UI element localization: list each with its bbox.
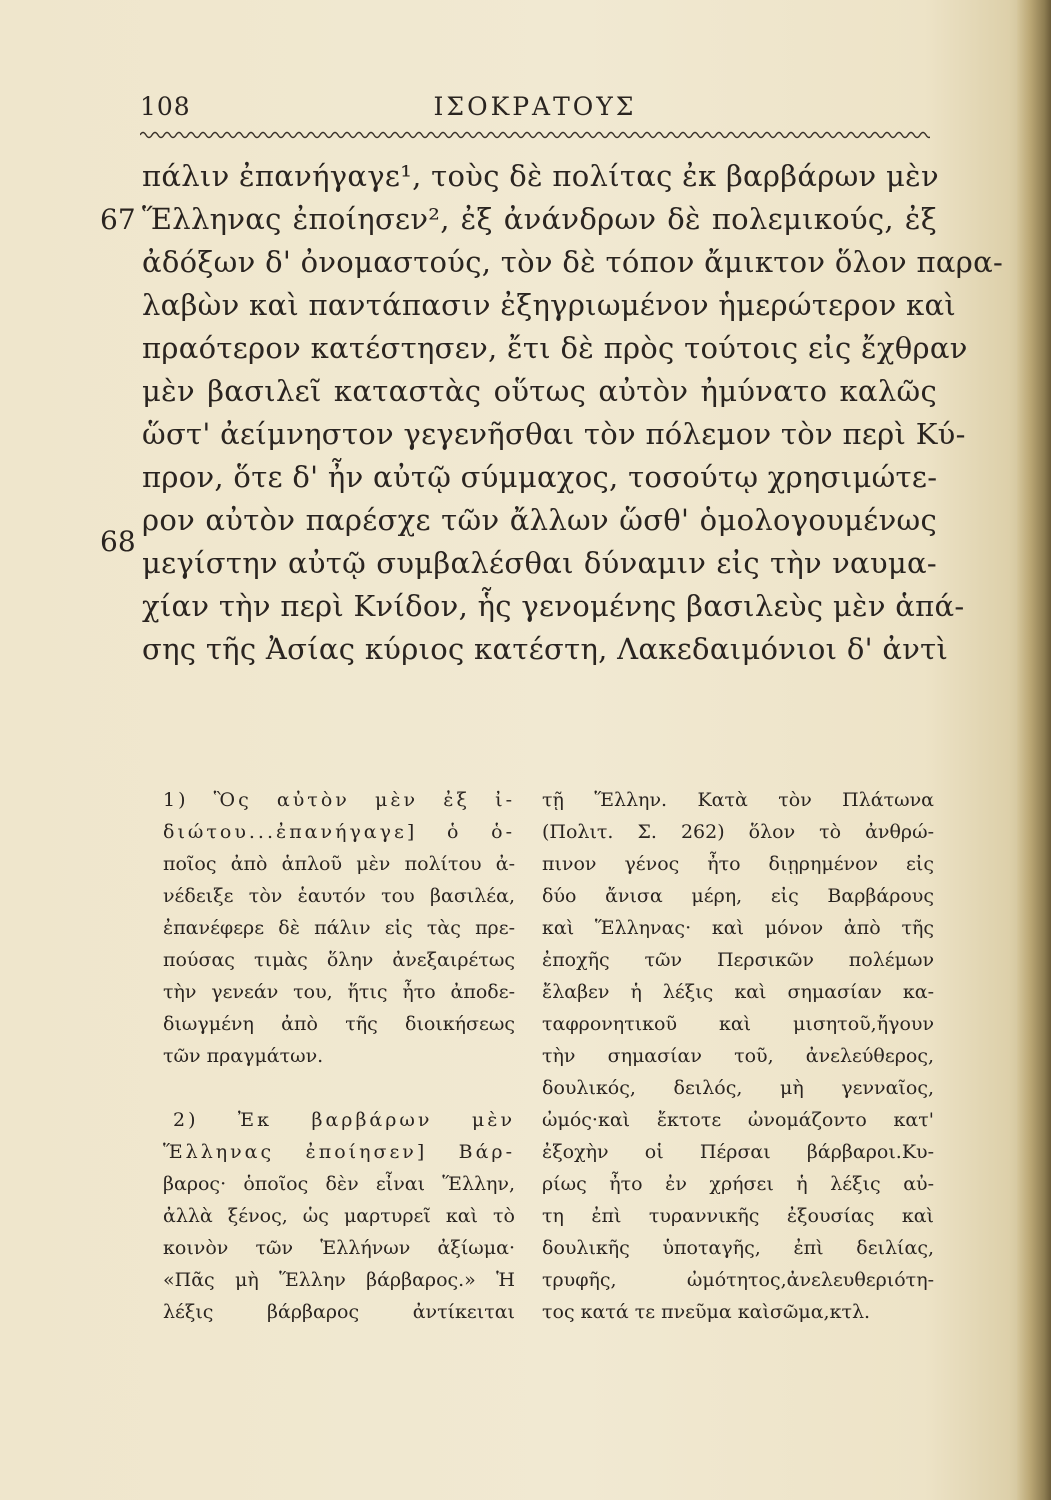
- footnote-line: ἔλαβεν ἡ λέξις καὶ σημασίαν κα-: [542, 981, 934, 1003]
- footnote-line: ἐξοχὴν οἱ Πέρσαι βάρβαροι.Κυ-: [542, 1141, 934, 1163]
- footnote-line: ταφρονητικοῦ καὶ μισητοῦ,ἤγουν: [542, 1013, 934, 1035]
- footnote-line: τῇ Ἕλλην. Κατὰ τὸν Πλάτωνα: [542, 789, 934, 811]
- footnote-line: νέδειξε τὸν ἑαυτόν του βασιλέα,: [163, 885, 515, 907]
- main-text-block: [142, 155, 1004, 671]
- footnote-line: «Πᾶς μὴ Ἕλλην βάρβαρος.» Ἡ: [163, 1269, 515, 1291]
- page-number: 108: [140, 92, 191, 121]
- footnote-line: τὴν γενεάν του, ἥτις ἦτο ἀποδε-: [163, 981, 515, 1003]
- footnote-line: δουλικός, δειλός, μὴ γενναῖος,: [542, 1077, 934, 1099]
- footnote-line: διωγμένη ἀπὸ τῆς διοικήσεως: [163, 1013, 515, 1035]
- footnote-line: ἀλλὰ ξένος, ὡς μαρτυρεῖ καὶ τὸ: [163, 1205, 515, 1227]
- main-text-line: Ἕλληνας ἐποίησεν², ἐξ ἀνάνδρων δὲ πολεμικούς, ἐξ: [142, 202, 937, 236]
- footnote-line: πινον γένος ἦτο διῃρημένον εἰς: [542, 853, 934, 875]
- wavy-rule-divider: [140, 128, 930, 142]
- main-text-line: λαβὼν καὶ παντάπασιν ἐξηγριωμένον ἡμερώτερον καὶ: [142, 288, 957, 322]
- main-text-line: προν, ὅτε δ' ἦν αὐτῷ σύμμαχος, τοσούτῳ χρησιμώτε-: [142, 460, 938, 494]
- book-spine-edge: [1017, 0, 1051, 1500]
- footnote-line: δύο ἄνισα μέρη, εἰς Βαρβάρους: [542, 885, 934, 907]
- footnote-line: τη ἐπὶ τυραννικῆς ἐξουσίας καὶ: [542, 1205, 934, 1227]
- footnote-line: τος κατά τε πνεῦμα καὶσῶμα,κτλ.: [542, 1301, 871, 1323]
- footnotes-right-column: [542, 784, 934, 1328]
- footnotes-left-column: [163, 784, 515, 1328]
- footnote-line: λέξις βάρβαρος ἀντίκειται: [163, 1301, 515, 1323]
- footnote-line: ποῖος ἀπὸ ἁπλοῦ μὲν πολίτου ἀ-: [163, 853, 515, 875]
- footnote-line: ὠμός·καὶ ἔκτοτε ὠνομάζοντο κατ': [542, 1109, 934, 1131]
- main-text-line: χίαν τὴν περὶ Κνίδον, ἧς γενομένης βασιλεὺς μὲν ἁπά-: [142, 589, 965, 623]
- footnote-gap: [163, 1072, 515, 1104]
- footnote-line: 2) Ἐκ βαρβάρων μὲν: [173, 1109, 515, 1131]
- footnote-line: διώτου...ἐπανήγαγε] ὁ ὁ-: [163, 821, 515, 843]
- footnote-line: τρυφῆς, ὠμότητος,ἀνελευθεριότη-: [542, 1269, 934, 1291]
- footnote-line: ἐπανέφερε δὲ πάλιν εἰς τὰς πρε-: [163, 917, 515, 939]
- margin-section-number-68: 68: [100, 525, 136, 558]
- footnote-line: κοινὸν τῶν Ἑλλήνων ἀξίωμα·: [163, 1237, 515, 1259]
- footnote-line: πούσας τιμὰς ὅλην ἀνεξαιρέτως: [163, 949, 515, 971]
- footnote-line: ρίως ἦτο ἐν χρήσει ἡ λέξις αὐ-: [542, 1173, 934, 1195]
- footnote-line: ἐποχῆς τῶν Περσικῶν πολέμων: [542, 949, 934, 971]
- footnote-line: τὴν σημασίαν τοῦ, ἀνελεύθερος,: [542, 1045, 934, 1067]
- main-text-line: μεγίστην αὐτῷ συμβαλέσθαι δύναμιν εἰς τὴν ναυμα-: [142, 546, 937, 580]
- running-title: ΙΣΟΚΡΑΤΟΥΣ: [433, 92, 637, 121]
- footnote-line: καὶ Ἕλληνας· καὶ μόνον ἀπὸ τῆς: [542, 917, 934, 939]
- margin-section-number-67: 67: [100, 203, 136, 236]
- main-text-line: πραότερον κατέστησεν, ἔτι δὲ πρὸς τούτοις εἰς ἔχθραν: [142, 331, 968, 365]
- main-text-line: μὲν βασιλεῖ καταστὰς οὕτως αὐτὸν ἠμύνατο καλῶς: [142, 374, 937, 408]
- main-text-line: σης τῆς Ἀσίας κύριος κατέστη, Λακεδαιμόνιοι δ' ἀντὶ: [142, 632, 949, 666]
- footnote-line: δουλικῆς ὑποταγῆς, ἐπὶ δειλίας,: [542, 1237, 934, 1259]
- main-text-line: ἀδόξων δ' ὀνομαστούς, τὸν δὲ τόπον ἄμικτον ὅλον παρα-: [142, 245, 1004, 279]
- main-text-line: ὥστ' ἀείμνηστον γεγενῆσθαι τὸν πόλεμον τὸν περὶ Κύ-: [142, 417, 966, 451]
- main-text-line: ρον αὐτὸν παρέσχε τῶν ἄλλων ὥσθ' ὁμολογουμένως: [142, 503, 937, 537]
- main-text-line: πάλιν ἐπανήγαγε¹, τοὺς δὲ πολίτας ἐκ βαρβάρων μὲν: [142, 159, 939, 193]
- footnote-line: βαρος· ὁποῖος δὲν εἶναι Ἕλλην,: [163, 1173, 515, 1195]
- footnote-line: 1) Ὃς αὐτὸν μὲν ἐξ ἰ-: [163, 789, 515, 811]
- footnote-line: (Πολιτ. Σ. 262) ὅλον τὸ ἀνθρώ-: [542, 821, 934, 843]
- footnote-line: Ἕλληνας ἐποίησεν] Βάρ-: [163, 1141, 515, 1163]
- page-header: [140, 92, 930, 132]
- footnote-line: τῶν πραγμάτων.: [163, 1045, 324, 1067]
